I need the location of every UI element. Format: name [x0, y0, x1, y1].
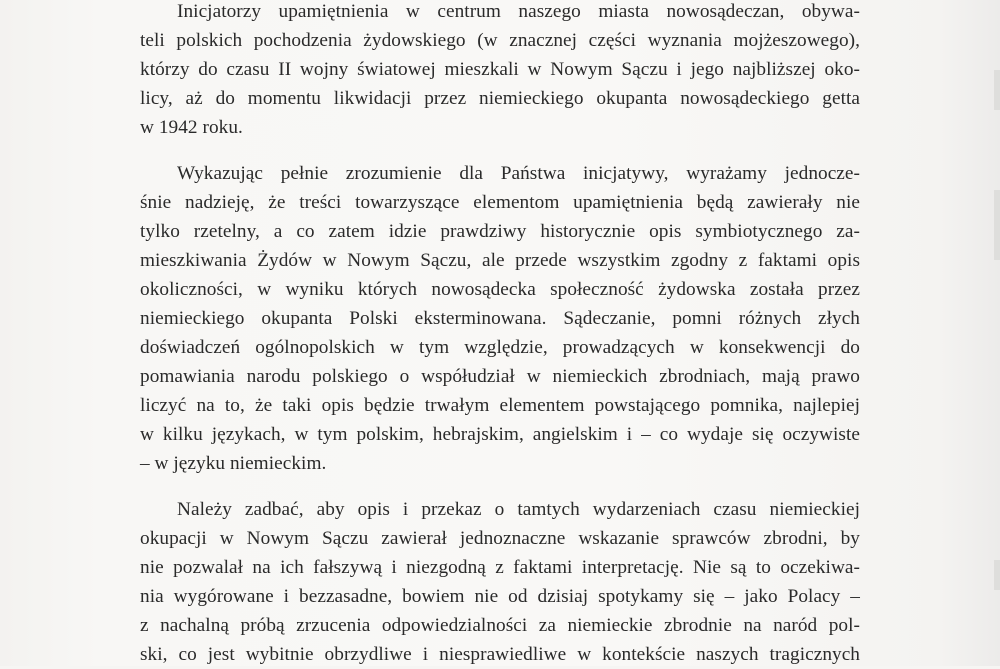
text-line: doświadczeń ogólnopolskich w tym względzie, prowadzących w konsekwencji do	[140, 337, 860, 358]
text-line: z nachalną próbą zrzucenia odpowiedzialności za niemieckie zbrodnie na naród pol-	[140, 615, 860, 636]
text-line: w kilku językach, w tym polskim, hebrajskim, angielskim i – co wydaje się oczywiste	[140, 424, 860, 445]
text-line: okupacji w Nowym Sączu zawierał jednoznaczne wskazanie sprawców zbrodni, by	[140, 528, 860, 549]
paragraph-3	[140, 495, 860, 669]
text-line: liczyć na to, że taki opis będzie trwałym elementem powstającego pomnika, najlepiej	[140, 395, 860, 416]
text-line: Inicjatorzy upamiętnienia w centrum naszego miasta nowosądeczan, obywa-	[177, 1, 860, 22]
text-line: okoliczności, w wyniku których nowosądecka społeczność żydowska została przez	[140, 279, 860, 300]
text-line: nia wygórowane i bezzasadne, bowiem nie od dzisiaj spotykamy się – jako Polacy –	[140, 586, 860, 607]
text-line: mieszkiwania Żydów w Nowym Sączu, ale przede wszystkim zgodny z faktami opis	[140, 250, 860, 271]
paragraph-2	[140, 159, 860, 478]
text-line: teli polskich pochodzenia żydowskiego (w znacznej części wyznania mojżeszowego),	[140, 30, 860, 51]
text-line: – w języku niemieckim.	[140, 453, 327, 474]
text-line: ski, co jest wybitnie obrzydliwe i niesprawiedliwe w kontekście naszych tragicznych	[140, 644, 860, 665]
text-line: nie pozwalał na ich fałszywą i niezgodną z faktami interpretację. Nie są to oczekiwa-	[140, 557, 860, 578]
text-line: licy, aż do momentu likwidacji przez niemieckiego okupanta nowosądeckiego getta	[140, 88, 860, 109]
text-line: Należy zadbać, aby opis i przekaz o tamtych wydarzeniach czasu niemieckiej	[177, 499, 860, 520]
paragraph-1	[140, 0, 860, 142]
text-line: którzy do czasu II wojny światowej mieszkali w Nowym Sączu i jego najbliższej oko-	[140, 59, 860, 80]
scan-edge-mark	[994, 560, 1000, 590]
scan-edge-mark	[994, 190, 1000, 260]
text-line: niemieckiego okupanta Polski eksterminowana. Sądeczanie, pomni różnych złych	[140, 308, 860, 329]
scan-edge-mark	[994, 70, 1000, 110]
text-line: Wykazując pełnie zrozumienie dla Państwa inicjatywy, wyrażamy jednocze-	[177, 163, 860, 184]
text-line: w 1942 roku.	[140, 117, 243, 138]
text-line: pomawiania narodu polskiego o współudział w niemieckich zbrodniach, mają prawo	[140, 366, 860, 387]
text-line: śnie nadzieję, że treści towarzyszące elementom upamiętnienia będą zawierały nie	[140, 192, 860, 213]
text-line: tylko rzetelny, a co zatem idzie prawdziwy historycznie opis symbiotycznego za-	[140, 221, 860, 242]
